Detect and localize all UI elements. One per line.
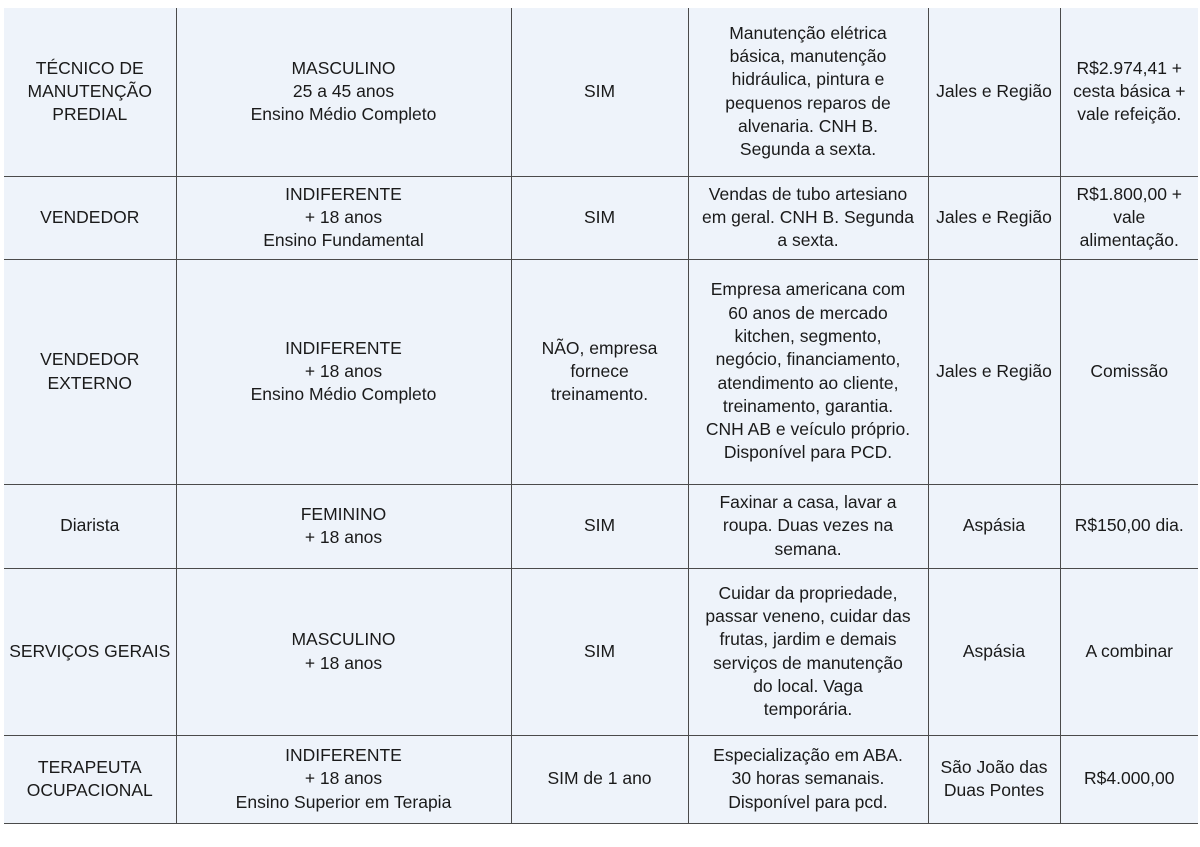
location-text-line: São João das	[940, 756, 1048, 777]
location-text-line: Jales e Região	[936, 206, 1052, 227]
profile-text-line: + 18 anos	[304, 768, 383, 789]
description-text-line: em geral. CNH B. Segunda	[701, 206, 915, 227]
experience-cell	[511, 735, 688, 823]
experience-text-line: SIM	[583, 81, 616, 102]
description-text-line: roupa. Duas vezes na	[722, 515, 894, 536]
profile-text-line: MASCULINO	[291, 629, 396, 650]
location-cell	[928, 8, 1060, 176]
table-row	[4, 176, 1198, 259]
profile-text-line: Ensino Médio Completo	[250, 104, 437, 125]
experience-cell	[511, 259, 688, 484]
experience-text-line: treinamento.	[550, 384, 649, 405]
experience-cell	[511, 8, 688, 176]
job-title-text-line: TERAPEUTA	[37, 756, 142, 777]
salary-cell	[1060, 176, 1198, 259]
job-title-text-line: Diarista	[60, 515, 120, 536]
location-text-line: Jales e Região	[936, 360, 1052, 381]
job-title-text-line: MANUTENÇÃO	[27, 81, 152, 102]
experience-text-line: fornece	[570, 360, 629, 381]
salary-cell	[1060, 8, 1198, 176]
salary-text-line: A combinar	[1085, 640, 1174, 661]
description-text-line: alvenaria. CNH B.	[737, 116, 879, 137]
profile-cell	[176, 8, 511, 176]
profile-cell	[176, 568, 511, 735]
salary-text-line: R$4.000,00	[1084, 768, 1175, 789]
profile-text-line: INDIFERENTE	[285, 337, 402, 358]
description-text-line: Cuidar da propriedade,	[718, 582, 898, 603]
description-cell	[688, 8, 928, 176]
location-text-line: Jales e Região	[936, 81, 1052, 102]
salary-cell	[1060, 259, 1198, 484]
salary-cell	[1060, 484, 1198, 568]
job-title-text-line: EXTERNO	[47, 372, 133, 393]
profile-text-line: Ensino Superior em Terapia	[235, 791, 452, 812]
job-title-cell	[4, 8, 176, 176]
table-row	[4, 484, 1198, 568]
profile-cell	[176, 735, 511, 823]
location-cell	[928, 176, 1060, 259]
description-text-line: Segunda a sexta.	[739, 139, 877, 160]
job-title-text-line: VENDEDOR	[40, 206, 140, 227]
description-cell	[688, 176, 928, 259]
profile-text-line: 25 a 45 anos	[292, 81, 395, 102]
salary-text-line: R$1.800,00 +	[1076, 183, 1183, 204]
job-title-cell	[4, 176, 176, 259]
experience-text-line: SIM de 1 ano	[547, 768, 652, 789]
description-text-line: frutas, jardim e demais	[719, 629, 897, 650]
description-text-line: pequenos reparos de	[725, 92, 891, 113]
experience-cell	[511, 568, 688, 735]
description-text-line: Faxinar a casa, lavar a	[719, 492, 897, 513]
job-title-cell	[4, 259, 176, 484]
description-text-line: 30 horas semanais.	[731, 768, 885, 789]
description-cell	[688, 735, 928, 823]
location-cell	[928, 735, 1060, 823]
salary-text-line: R$150,00 dia.	[1074, 515, 1184, 536]
description-text-line: Disponível para PCD.	[723, 442, 893, 463]
job-listings-body	[4, 8, 1198, 823]
description-text-line: Vendas de tubo artesiano	[708, 183, 908, 204]
job-title-text-line: VENDEDOR	[40, 349, 140, 370]
experience-text-line: SIM	[583, 515, 616, 536]
table-row	[4, 259, 1198, 484]
salary-text-line: cesta básica +	[1073, 81, 1186, 102]
job-title-text-line: PREDIAL	[52, 104, 128, 125]
job-title-cell	[4, 735, 176, 823]
profile-text-line: + 18 anos	[304, 206, 383, 227]
table-row	[4, 8, 1198, 176]
salary-text-line: vale refeição.	[1077, 104, 1182, 125]
job-listings-table	[4, 8, 1198, 824]
description-text-line: Disponível para pcd.	[728, 791, 888, 812]
description-cell	[688, 568, 928, 735]
profile-text-line: + 18 anos	[304, 652, 383, 673]
profile-text-line: MASCULINO	[291, 57, 396, 78]
description-text-line: Empresa americana com	[710, 279, 906, 300]
location-text-line: Aspásia	[962, 515, 1026, 536]
description-text-line: negócio, financiamento,	[715, 349, 901, 370]
description-text-line: CNH AB e veículo próprio.	[705, 419, 911, 440]
job-title-cell	[4, 568, 176, 735]
salary-text-line: Comissão	[1090, 360, 1169, 381]
job-title-text-line: TÉCNICO DE	[35, 57, 144, 78]
salary-text-line: R$2.974,41 +	[1076, 57, 1183, 78]
profile-cell	[176, 176, 511, 259]
description-text-line: semana.	[774, 538, 842, 559]
salary-text-line: vale	[1113, 206, 1146, 227]
job-title-cell	[4, 484, 176, 568]
description-text-line: passar veneno, cuidar das	[705, 605, 911, 626]
experience-text-line: SIM	[583, 640, 616, 661]
description-text-line: hidráulica, pintura e	[731, 69, 885, 90]
salary-cell	[1060, 735, 1198, 823]
description-text-line: Manutenção elétrica	[729, 22, 887, 43]
description-text-line: atendimento ao cliente,	[717, 372, 899, 393]
description-cell	[688, 484, 928, 568]
profile-text-line: FEMININO	[300, 503, 387, 524]
table-row	[4, 735, 1198, 823]
experience-text-line: NÃO, empresa	[541, 337, 658, 358]
salary-cell	[1060, 568, 1198, 735]
description-text-line: treinamento, garantia.	[722, 395, 894, 416]
description-text-line: do local. Vaga	[753, 675, 863, 696]
description-text-line: temporária.	[763, 699, 853, 720]
description-text-line: básica, manutenção	[729, 46, 887, 67]
profile-text-line: INDIFERENTE	[285, 183, 402, 204]
description-text-line: kitchen, segmento,	[734, 325, 882, 346]
experience-cell	[511, 484, 688, 568]
description-text-line: a sexta.	[777, 230, 839, 251]
profile-cell	[176, 484, 511, 568]
profile-text-line: Ensino Fundamental	[263, 230, 424, 251]
profile-cell	[176, 259, 511, 484]
description-text-line: 60 anos de mercado	[728, 302, 888, 323]
experience-cell	[511, 176, 688, 259]
job-title-text-line: OCUPACIONAL	[26, 780, 153, 800]
location-text-line: Aspásia	[962, 640, 1026, 661]
description-cell	[688, 259, 928, 484]
location-cell	[928, 484, 1060, 568]
profile-text-line: Ensino Médio Completo	[250, 384, 437, 405]
profile-text-line: INDIFERENTE	[285, 745, 402, 766]
description-text-line: Especialização em ABA.	[713, 745, 903, 766]
salary-text-line: alimentação.	[1079, 230, 1179, 251]
profile-text-line: + 18 anos	[304, 527, 383, 547]
location-cell	[928, 259, 1060, 484]
location-cell	[928, 568, 1060, 735]
profile-text-line: + 18 anos	[304, 360, 383, 381]
description-text-line: serviços de manutenção	[713, 652, 903, 673]
experience-text-line: SIM	[583, 206, 616, 227]
table-row	[4, 568, 1198, 735]
job-title-text-line: SERVIÇOS GERAIS	[9, 640, 171, 661]
location-text-line: Duas Pontes	[943, 780, 1045, 800]
